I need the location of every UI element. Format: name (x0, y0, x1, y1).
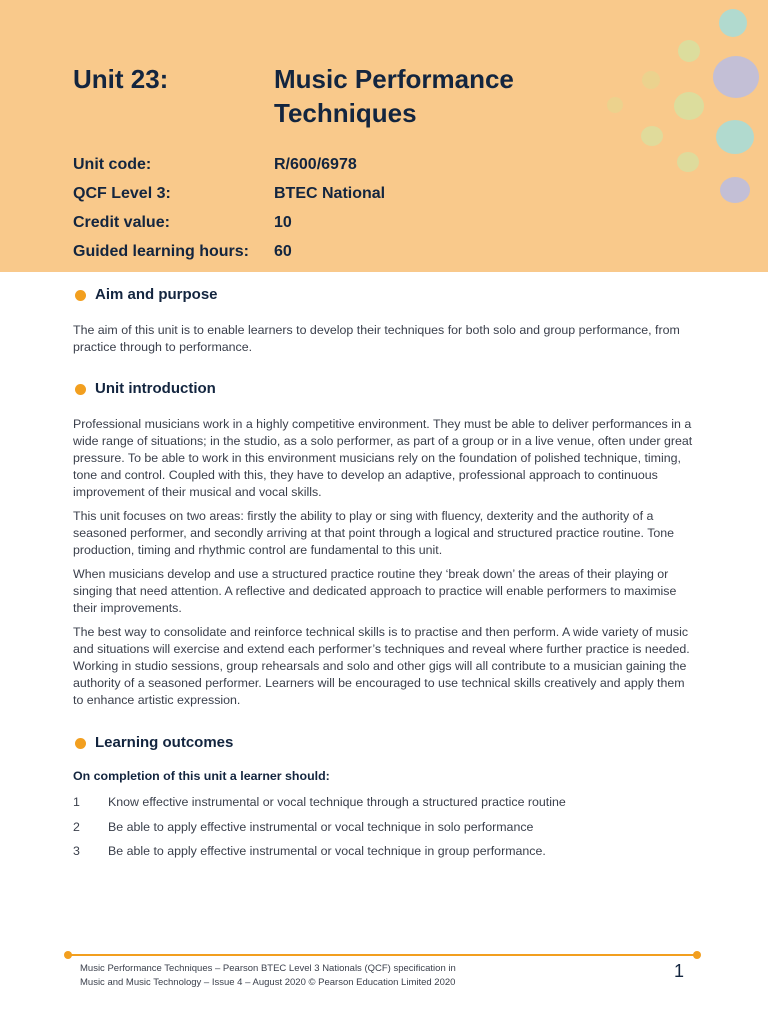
meta-value: BTEC National (274, 184, 386, 202)
meta-value: 10 (274, 213, 292, 231)
section-heading-text: Unit introduction (95, 380, 216, 397)
meta-label: Credit value: (73, 213, 170, 231)
paragraph: The best way to consolidate and reinforce technical skills is to practise and then perform. A wide variety of music and situations will exercise and extend each performer’s techniques and reveal where further practice is needed. Working in studio sessions, group rehearsals and solo and other gigs will all contribute to a musician gaining the authority of a seasoned performer. Learners will be encouraged to use technical skills creatively and apply them to enhance artistic expression. (73, 625, 690, 707)
meta-row-qcf-level (73, 179, 493, 208)
bullet-icon (75, 384, 86, 395)
outcome-number: 2 (73, 819, 80, 834)
outcome-number: 3 (73, 844, 80, 858)
meta-value: 60 (274, 242, 292, 260)
section-heading-text: Learning outcomes (95, 734, 234, 751)
unit-metadata (73, 150, 493, 266)
decorative-dot (677, 152, 699, 172)
outcome-text: Be able to apply effective instrumental or vocal technique in group performance. (108, 844, 546, 858)
footer-divider-end-dot (693, 951, 701, 959)
meta-row-unit-code (73, 150, 493, 179)
outcomes-lead-in: On completion of this unit a learner should: (73, 769, 330, 783)
paragraph: This unit focuses on two areas: firstly the ability to play or sing with fluency, dexterity and the authority of a seasoned performer, and secondly arriving at that point through a logical and structured practice routine. Tone production, timing and rhythmic control are fundamental to this unit. (73, 509, 675, 557)
meta-label: Guided learning hours: (73, 242, 250, 260)
meta-row-credit-value (73, 208, 493, 237)
introduction-body (73, 416, 695, 716)
list-item (73, 819, 695, 844)
unit-header-banner (0, 0, 768, 272)
decorative-dot (716, 120, 754, 154)
meta-label: QCF Level 3: (73, 184, 171, 202)
decorative-dot (713, 56, 759, 98)
section-heading-learning-outcomes (75, 733, 233, 753)
section-heading-text: Aim and purpose (95, 286, 218, 303)
meta-label: Unit code: (73, 155, 152, 173)
footer-citation (80, 962, 550, 990)
decorative-dot (674, 92, 704, 120)
footer-line: Music Performance Techniques – Pearson BTEC Level 3 Nationals (QCF) specification in (80, 963, 456, 974)
decorative-dot (607, 97, 623, 113)
decorative-dot-pattern (590, 0, 768, 272)
meta-value: R/600/6978 (274, 155, 357, 173)
footer-line: Music and Music Technology – Issue 4 – August 2020 © Pearson Education Limited 2020 (80, 977, 456, 988)
page-number: 1 (673, 961, 684, 981)
unit-title: Music Performance Techniques (274, 64, 514, 128)
section-heading-aim (75, 285, 218, 305)
bullet-icon (75, 290, 86, 301)
meta-row-guided-learning-hours (73, 237, 493, 266)
decorative-dot (720, 177, 750, 203)
decorative-dot (642, 71, 660, 89)
footer-divider (68, 954, 698, 956)
learning-outcomes-list (73, 794, 695, 868)
footer-divider-end-dot (64, 951, 72, 959)
paragraph: Professional musicians work in a highly competitive environment. They must be able to deliver performances in a wide range of situations; in the studio, as a solo performer, as part of a group or in a live venue, often under great pressure. To be able to work in this environment musicians rely on the foundation of polished technique, timing, tone and control. Coupled with this, they have to develop an adaptive, professional approach to continuous improvement of their musical and vocal skills. (73, 417, 693, 499)
decorative-dot (641, 126, 663, 146)
bullet-icon (75, 738, 86, 749)
decorative-dot (678, 40, 700, 62)
paragraph: When musicians develop and use a structured practice routine they ‘break down’ the areas of their playing or singing that need attention. A reflective and dedicated approach to practice will enable performers to maximise their improvements. (73, 567, 677, 615)
unit-number: Unit 23: (73, 64, 169, 94)
list-item (73, 794, 695, 819)
list-item (73, 843, 695, 868)
outcome-number: 1 (73, 795, 80, 809)
paragraph: The aim of this unit is to enable learners to develop their techniques for both solo and group performance, from practice through to performance. (73, 323, 680, 354)
outcome-text: Be able to apply effective instrumental or vocal technique in solo performance (108, 819, 534, 834)
section-heading-introduction (75, 379, 216, 399)
decorative-dot (719, 9, 747, 37)
outcome-text: Know effective instrumental or vocal technique through a structured practice routine (108, 795, 566, 809)
aim-body (73, 322, 695, 363)
